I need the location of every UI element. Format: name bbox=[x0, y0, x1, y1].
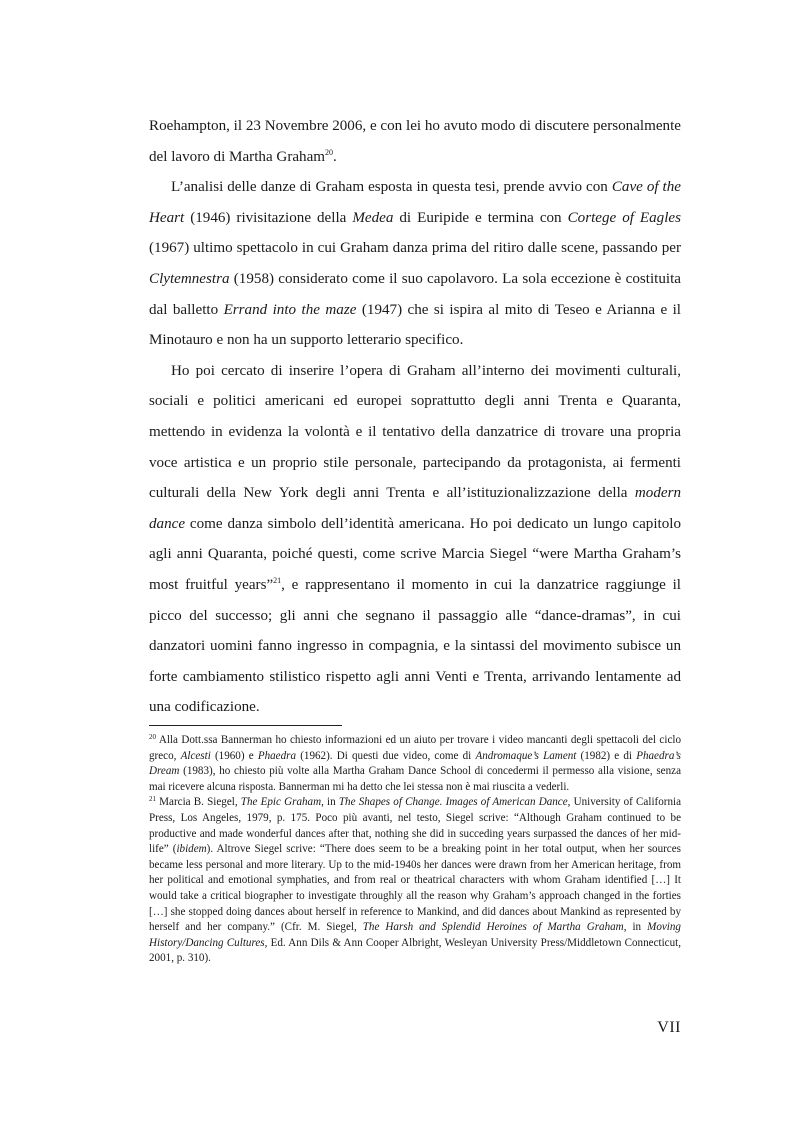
footnote-text: (1983), ho chiesto più volte alla Martha Graham Dance School di concedermi il permesso alla visione, senza mai ricevere alcuna risposta. Bannerman mi ha detto che lei stessa non è mai riuscita a vederli. bbox=[149, 765, 681, 793]
italic-term: modern dance bbox=[149, 485, 681, 532]
work-title: The Harsh and Splendid Heroines of Martha Graham bbox=[362, 921, 624, 934]
work-title: Alcesti bbox=[180, 749, 211, 762]
page-number: VII bbox=[657, 1019, 681, 1036]
footnote-text: (1960) e bbox=[210, 749, 258, 762]
paragraph bbox=[149, 356, 681, 723]
paragraph-text: di Euripide e termina con bbox=[393, 209, 568, 226]
work-title: The Epic Graham bbox=[240, 796, 322, 809]
paragraph bbox=[149, 172, 681, 356]
footnote-text: ). Altrove Siegel scrive: “There does seem to be a breaking point in her total output, when her sources became less personal and more literary. Up to the mid-1940s her dances were drawn from her American heritage, from her political and emotional symphaties, and from real or theatrical characters with whom Graham identified […] It would take a critical biographer to investigate throughly all the reason why Graham’s approach changed in the forties […] she stopped doing dances about herself in reference to Mankind, and did dances about Mankind as represented by herself and her company.” (Cfr. M. Siegel, bbox=[149, 843, 681, 934]
paragraph-text: , e rappresentano il momento in cui la danzatrice raggiunge il picco del successo; gli anni che segnano il passaggio alle “dance-dramas”, in cui danzatori uomini fanno ingresso in compagnia, e la sintassi del movimento subisce un forte cambiamento stilistico rispetto agli anni Venti e Trenta, arrivando lentamente ad una codificazione. bbox=[149, 576, 681, 716]
work-title: Phaedra bbox=[257, 749, 297, 762]
footnotes bbox=[149, 733, 681, 967]
footnote-ref[interactable]: 21 bbox=[273, 575, 282, 585]
work-title: Cortege of Eagles bbox=[567, 209, 682, 226]
work-title: Phaedra’s Dream bbox=[149, 749, 681, 778]
footnote-text: , University of California Press, Los Angeles, 1979, p. 175. Poco più avanti, nel testo, Siegel scrive: “Although Graham continued to be productive and made wonderful dances after that, nothing she did in succeding years surpassed the dances of her mid-life” ( bbox=[149, 796, 682, 856]
work-title: Cave of the Heart bbox=[149, 179, 681, 226]
footnote-number: 21 bbox=[149, 795, 156, 804]
paragraph-text: (1958) considerato come il suo capolavoro. La sola eccezione è costituita dal balletto bbox=[149, 270, 681, 318]
paragraph-text: (1967) ultimo spettacolo in cui Graham danza prima del ritiro dalle scene, passando per bbox=[149, 240, 681, 257]
paragraph-text: (1947) che si ispira al mito di Teseo e Arianna e il Minotauro e non ha un supporto letterario specifico. bbox=[149, 301, 681, 349]
paragraph-text: Roehampton, il 23 Novembre 2006, e con lei ho avuto modo di discutere personalmente del lavoro di Martha Graham bbox=[149, 118, 681, 165]
footnote bbox=[149, 795, 681, 967]
footnote-text: (1982) e di bbox=[576, 749, 637, 762]
footnote-text: , in bbox=[321, 796, 339, 809]
paragraph bbox=[149, 111, 681, 172]
footnote-ref[interactable]: 20 bbox=[325, 147, 334, 157]
paragraph-text: come danza simbolo dell’identità americana. Ho poi dedicato un lungo capitolo agli anni Quaranta, poiché questi, come scrive Marcia Siegel “were Martha Graham’s most fruitful years” bbox=[149, 515, 681, 593]
footnote-text: , in bbox=[623, 921, 648, 934]
work-title: ibidem bbox=[176, 843, 207, 856]
work-title: Andromaque’s Lament bbox=[475, 749, 577, 762]
footnote-separator bbox=[149, 725, 342, 726]
main-text bbox=[149, 111, 681, 723]
work-title: Medea bbox=[352, 209, 394, 226]
work-title: Clytemnestra bbox=[149, 270, 230, 287]
footnote-text: (1962). Di questi due video, come di bbox=[296, 749, 476, 762]
footnote bbox=[149, 733, 681, 795]
paragraph-text: . bbox=[333, 148, 337, 165]
paragraph-text: L’analisi delle danze di Graham esposta in questa tesi, prende avvio con bbox=[171, 179, 612, 196]
work-title: Errand into the maze bbox=[223, 301, 357, 318]
work-title: Moving History/Dancing Cultures bbox=[149, 921, 681, 949]
paragraph-text: Ho poi cercato di inserire l’opera di Graham all’interno dei movimenti culturali, sociali e politici americani ed europei soprattutto degli anni Trenta e Quaranta, mettendo in evidenza la volontà e il tentativo della danzatrice di trovare una propria voce artistica e un proprio stile personale, partecipando da protagonista, ai fermenti culturali della New York degli anni Trenta e all’istituzionalizzazione della bbox=[149, 362, 681, 502]
footnote-text: Alla Dott.ssa Bannerman ho chiesto informazioni ed un aiuto per trovare i video mancanti degli spettacoli del ciclo greco, bbox=[149, 734, 681, 762]
paragraph-text: (1946) rivisitazione della bbox=[184, 209, 353, 226]
footnote-text: Marcia B. Siegel, bbox=[156, 796, 241, 809]
work-title: The Shapes of Change. Images of American Dance bbox=[338, 796, 568, 809]
footnote-number: 20 bbox=[149, 733, 156, 741]
footnote-text: , Ed. Ann Dils & Ann Cooper Albright, Wesleyan University Press/Middletown Connecticut, 2001, p. 310). bbox=[149, 936, 681, 965]
